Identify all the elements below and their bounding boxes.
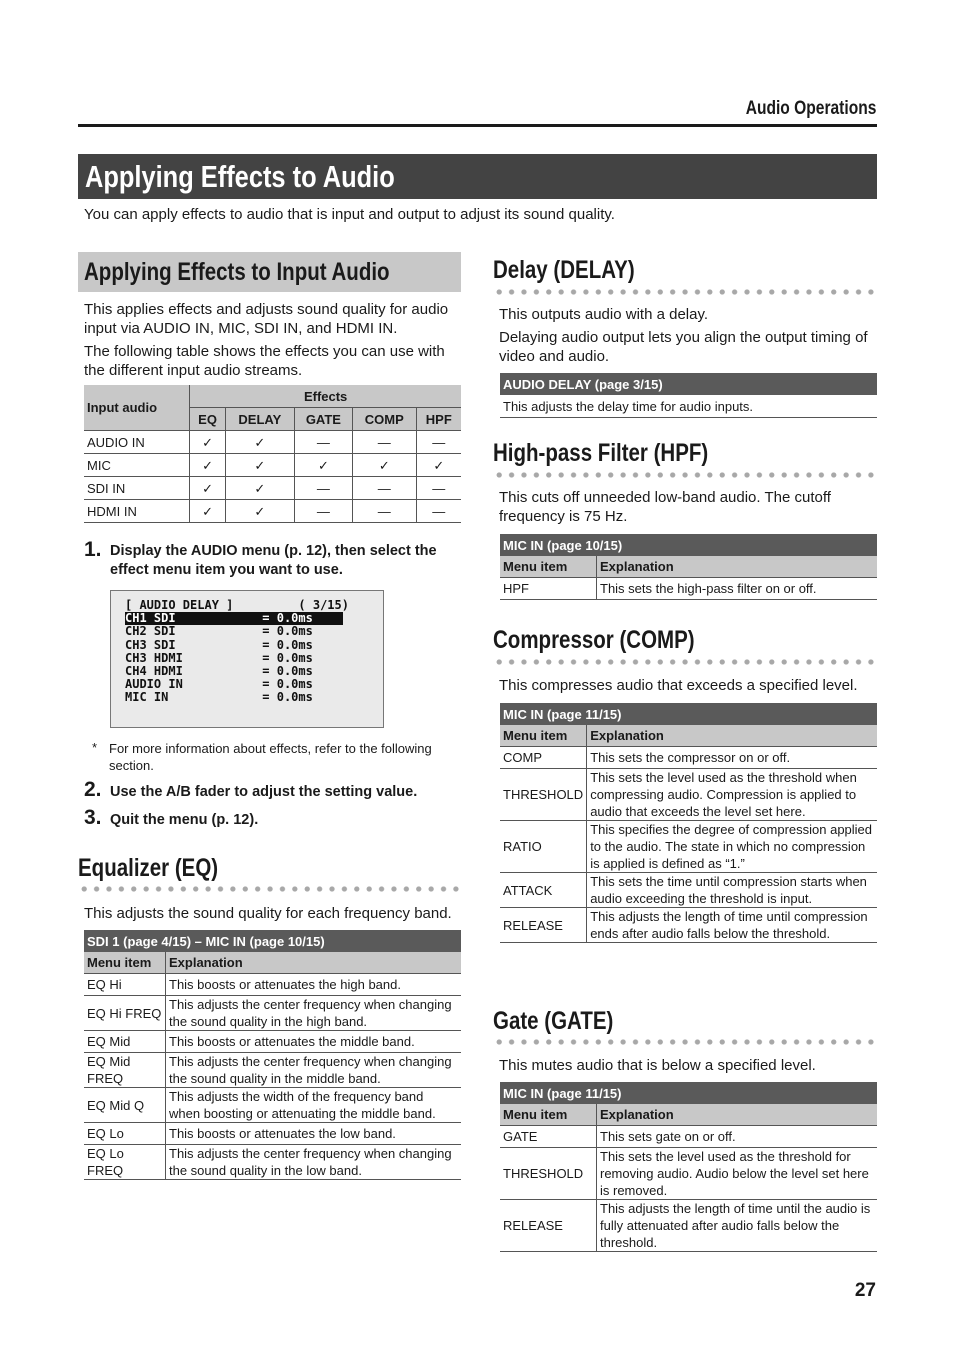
step-text: Use the A/B fader to adjust the setting value.: [110, 784, 418, 800]
table-row: [84, 1088, 461, 1123]
menu-item: EQ Hi FREQ: [84, 996, 166, 1031]
menu-item: THRESHOLD: [500, 769, 587, 821]
explanation: This boosts or attenuates the low band.: [166, 1123, 462, 1145]
table-row: [84, 996, 461, 1031]
input-audio-heading: Applying Effects to Input Audio: [84, 258, 390, 286]
effect-support-mark: ✓: [225, 500, 294, 523]
eq-heading: Equalizer (EQ): [78, 854, 219, 882]
hpf-desc: This cuts off unneeded low-band audio. The cutoff frequency is 75 Hz.: [499, 489, 831, 525]
explanation: This adjusts the width of the frequency band when boosting or attenuating the middle band.: [166, 1088, 462, 1123]
gate-caption: MIC IN (page 11/15): [500, 1082, 877, 1104]
menu-line: CH2 SDI = 0.0ms: [125, 624, 313, 639]
step-text: Quit the menu (p. 12).: [110, 812, 259, 828]
step-number: 1.: [84, 538, 102, 561]
step-2: [84, 778, 464, 802]
table-row: [500, 1126, 877, 1148]
eq-caption: SDI 1 (page 4/15) – MIC IN (page 10/15): [84, 930, 461, 952]
menu-line: MIC IN = 0.0ms: [125, 690, 313, 705]
eq-table: [84, 930, 461, 1180]
explanation: This sets the high-pass filter on or off.: [597, 578, 878, 600]
explanation: This sets the compressor on or off.: [587, 747, 877, 769]
step-1: [84, 538, 464, 580]
gate-heading: Gate (GATE): [493, 1007, 614, 1035]
explanation: This adjusts the length of time until the audio is fully attenuated after audio falls below the threshold.: [597, 1200, 878, 1252]
effect-support-mark: —: [416, 477, 461, 500]
explanation: This sets gate on or off.: [597, 1126, 878, 1148]
delay-table: [500, 373, 877, 418]
delay-dotted-rule: [493, 289, 877, 295]
delay-row: This adjusts the delay time for audio inputs.: [500, 395, 877, 418]
eq-dotted-rule: [78, 886, 462, 892]
table-row: [500, 873, 877, 908]
effect-support-mark: ✓: [225, 431, 294, 454]
comp-heading: Compressor (COMP): [493, 626, 695, 654]
menu-screen-text: [125, 599, 349, 705]
effect-support-mark: —: [353, 477, 417, 500]
input-name: HDMI IN: [84, 500, 190, 523]
explanation: This sets the level used as the threshold for removing audio. Audio below the level set here is removed.: [597, 1148, 878, 1200]
delay-heading: Delay (DELAY): [493, 256, 635, 284]
menu-item: EQ Mid Q: [84, 1088, 166, 1123]
effect-support-mark: ✓: [190, 477, 226, 500]
col-menu-item: Menu item: [84, 952, 166, 974]
delay-caption: AUDIO DELAY (page 3/15): [500, 373, 877, 395]
effect-support-mark: ✓: [190, 500, 226, 523]
page-number: 27: [854, 1280, 876, 1301]
eq-desc: This adjusts the sound quality for each frequency band.: [84, 905, 452, 922]
comp-table: [500, 703, 877, 943]
menu-item: EQ Lo: [84, 1123, 166, 1145]
intro-text: You can apply effects to audio that is input and output to adjust its sound quality.: [84, 206, 615, 223]
effect-support-mark: ✓: [225, 454, 294, 477]
col-explanation: Explanation: [597, 556, 878, 578]
col-menu-item: Menu item: [500, 1104, 597, 1126]
input-audio-heading-bar: [78, 252, 461, 292]
gate-table-body: [500, 1126, 877, 1252]
effect-col-eq: EQ: [190, 408, 226, 431]
col-explanation: Explanation: [597, 1104, 878, 1126]
table-row: [84, 500, 461, 523]
table-row: [500, 908, 877, 943]
menu-item: EQ Mid FREQ: [84, 1053, 166, 1088]
effect-support-mark: ✓: [294, 454, 352, 477]
menu-item: EQ Hi: [84, 974, 166, 996]
input-effects-table: [84, 385, 461, 523]
menu-screen: [110, 590, 384, 728]
effect-support-mark: ✓: [416, 454, 461, 477]
explanation: This adjusts the center frequency when changing the sound quality in the high band.: [166, 996, 462, 1031]
effect-support-mark: ✓: [225, 477, 294, 500]
table-row: [84, 1053, 461, 1088]
table-row: [500, 1200, 877, 1252]
menu-line: CH3 SDI = 0.0ms: [125, 637, 313, 652]
menu-screen-title: [ AUDIO DELAY ] ( 3/15): [125, 598, 349, 612]
table-row: [84, 1123, 461, 1145]
explanation: This specifies the degree of compression applied to the audio. The state in which no compression is applied is defined as “1.”: [587, 821, 877, 873]
menu-item: RELEASE: [500, 1200, 597, 1252]
menu-item: EQ Mid: [84, 1031, 166, 1053]
explanation: This boosts or attenuates the middle band.: [166, 1031, 462, 1053]
effect-support-mark: —: [416, 500, 461, 523]
comp-caption: MIC IN (page 11/15): [500, 703, 877, 725]
hpf-table-body: [500, 578, 877, 600]
menu-item: RATIO: [500, 821, 587, 873]
table-row: [500, 821, 877, 873]
table-row: [500, 578, 877, 600]
table-row: [500, 747, 877, 769]
comp-dotted-rule: [493, 659, 877, 665]
page-title-bar: [78, 154, 877, 199]
effect-support-mark: ✓: [190, 431, 226, 454]
note-text: For more information about effects, refer to the following section.: [109, 741, 432, 773]
col-menu-item: Menu item: [500, 725, 587, 747]
effect-support-mark: —: [353, 431, 417, 454]
table-row: [84, 477, 461, 500]
menu-item: THRESHOLD: [500, 1148, 597, 1200]
section-header: Audio Operations: [745, 98, 876, 119]
page-title: Applying Effects to Audio: [85, 159, 395, 194]
gate-desc: This mutes audio that is below a specified level.: [499, 1057, 816, 1074]
col-explanation: Explanation: [166, 952, 462, 974]
comp-desc: This compresses audio that exceeds a specified level.: [499, 677, 858, 694]
effect-support-mark: —: [294, 477, 352, 500]
effect-support-mark: ✓: [190, 454, 226, 477]
delay-desc: This outputs audio with a delay. Delaying audio output lets you align the output timing of video and audio.: [499, 306, 868, 365]
gate-table: [500, 1082, 877, 1252]
col-input-audio: Input audio: [84, 385, 190, 431]
effect-col-hpf: HPF: [416, 408, 461, 431]
menu-line: CH3 HDMI = 0.0ms: [125, 650, 313, 665]
explanation: This adjusts the center frequency when changing the sound quality in the middle band.: [166, 1053, 462, 1088]
hpf-heading: High-pass Filter (HPF): [493, 439, 709, 467]
explanation: This adjusts the center frequency when changing the sound quality in the low band.: [166, 1145, 462, 1180]
hpf-caption: MIC IN (page 10/15): [500, 534, 877, 556]
input-effects-body: [84, 431, 461, 523]
menu-line: CH4 HDMI = 0.0ms: [125, 664, 313, 679]
menu-item: ATTACK: [500, 873, 587, 908]
explanation: This adjusts the length of time until compression ends after audio falls below the threshold.: [587, 908, 877, 943]
explanation: This sets the time until compression starts when audio exceeding the threshold is input.: [587, 873, 877, 908]
menu-item: COMP: [500, 747, 587, 769]
input-name: MIC: [84, 454, 190, 477]
step-number: 3.: [84, 806, 102, 829]
step-number: 2.: [84, 778, 102, 801]
step-text: Display the AUDIO menu (p. 12), then select the effect menu item you want to use.: [110, 543, 437, 578]
table-row: [84, 1031, 461, 1053]
menu-item: HPF: [500, 578, 597, 600]
table-row: [500, 769, 877, 821]
effect-col-gate: GATE: [294, 408, 352, 431]
menu-item: EQ Lo FREQ: [84, 1145, 166, 1180]
step-3: [84, 806, 464, 830]
menu-line: AUDIO IN = 0.0ms: [125, 677, 313, 692]
menu-line-selected: CH1 SDI = 0.0ms: [125, 612, 343, 625]
table-row: [84, 454, 461, 477]
explanation: This boosts or attenuates the high band.: [166, 974, 462, 996]
col-explanation: Explanation: [587, 725, 877, 747]
effect-col-delay: DELAY: [225, 408, 294, 431]
effect-col-comp: COMP: [353, 408, 417, 431]
hpf-dotted-rule: [493, 472, 877, 478]
col-effects: Effects: [190, 385, 461, 408]
hpf-table: [500, 534, 877, 600]
gate-dotted-rule: [493, 1039, 877, 1045]
effect-support-mark: ✓: [353, 454, 417, 477]
explanation: This sets the level used as the threshold when compressing audio. Compression is applied to audio that exceeds the level set here.: [587, 769, 877, 821]
table-row: [84, 1145, 461, 1180]
effect-support-mark: —: [294, 500, 352, 523]
col-menu-item: Menu item: [500, 556, 597, 578]
effect-support-mark: —: [353, 500, 417, 523]
note-mark: *: [92, 740, 98, 755]
header-rule: [78, 124, 877, 127]
table-row: [84, 974, 461, 996]
input-audio-desc: [84, 300, 464, 380]
menu-item: GATE: [500, 1126, 597, 1148]
input-audio-p2: The following table shows the effects you can use with the different input audio streams.: [84, 343, 445, 379]
table-row: [84, 431, 461, 454]
input-name: AUDIO IN: [84, 431, 190, 454]
effect-support-mark: —: [294, 431, 352, 454]
effect-support-mark: —: [416, 431, 461, 454]
table-row: [500, 1148, 877, 1200]
menu-item: RELEASE: [500, 908, 587, 943]
input-audio-p1: This applies effects and adjusts sound quality for audio input via AUDIO IN, MIC, SDI IN, and HDMI IN.: [84, 301, 449, 337]
input-name: SDI IN: [84, 477, 190, 500]
comp-table-body: [500, 747, 877, 943]
eq-table-body: [84, 974, 461, 1180]
